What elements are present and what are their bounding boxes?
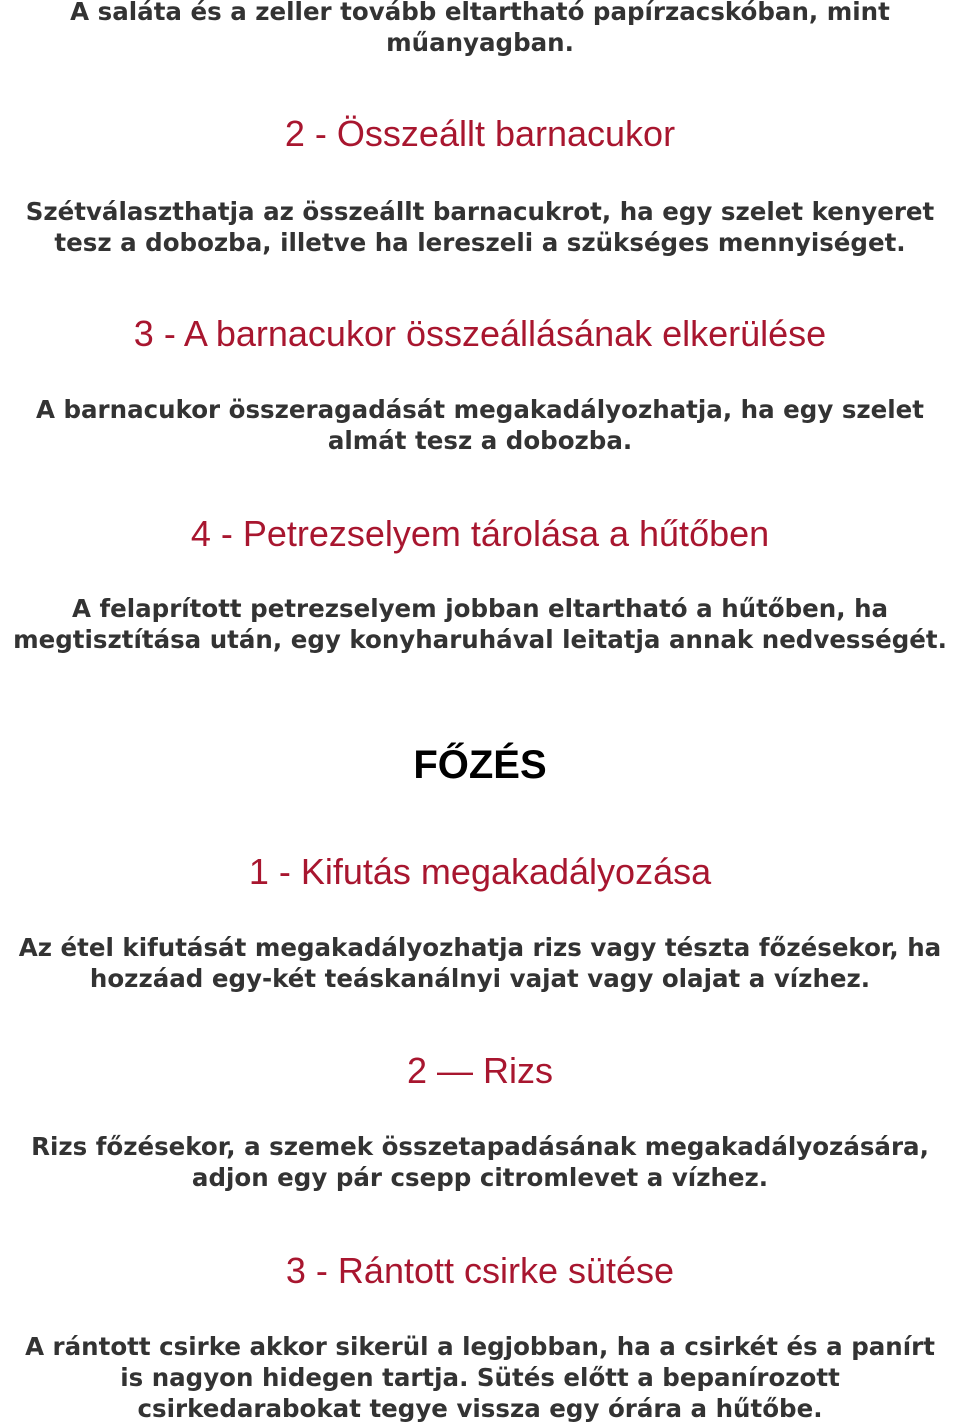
tip-paragraph [0,394,960,456]
paragraph-line: A rántott csirke akkor sikerül a legjobban, ha a csirkét és a panírt [25,1332,935,1361]
paragraph-line: hozzáad egy-két teáskanálnyi vajat vagy olajat a vízhez. [89,964,871,993]
tip-paragraph [0,196,960,258]
paragraph-line: csirkedarabokat tegye vissza egy órára a hűtőbe. [137,1394,823,1423]
paragraph-line: megtisztítása után, egy konyharuhával leitatja annak nedvességét. [13,625,947,654]
paragraph-line: Rizs főzésekor, a szemek összetapadásának megakadályozására, [31,1132,929,1161]
tip-heading: 1 - Kifutás megakadályozása [248,851,712,892]
paragraph-line: adjon egy pár csepp citromlevet a vízhez. [191,1163,769,1192]
paragraph-line: is nagyon hidegen tartja. Sütés előtt a bepanírozott [120,1363,840,1392]
paragraph-line: Az étel kifutását megakadályozhatja rizs vagy tészta főzésekor, ha [18,933,942,962]
tip-heading: 3 - Rántott csirke sütése [285,1250,675,1291]
tip-heading: 3 - A barnacukor összeállásának elkerülése [133,313,827,354]
tip-paragraph [0,932,960,994]
paragraph-line: műanyagban. [386,28,574,57]
paragraph-line: A saláta és a zeller tovább eltartható papírzacskóban, mint [70,0,890,26]
tip-paragraph [0,593,960,655]
tip-heading: 2 - Összeállt barnacukor [284,113,676,154]
intro-paragraph [0,0,960,58]
paragraph-line: A barnacukor összeragadását megakadályozhatja, ha egy szelet [35,395,925,424]
tip-heading: 2 — Rizs [406,1050,554,1091]
tip-heading: 4 - Petrezselyem tárolása a hűtőben [190,513,770,554]
paragraph-line: Szétválaszthatja az összeállt barnacukrot, ha egy szelet kenyeret [25,197,935,226]
paragraph-line: tesz a dobozba, illetve ha lereszeli a szükséges mennyiséget. [54,228,906,257]
paragraph-line: almát tesz a dobozba. [327,426,633,455]
tip-paragraph [0,1131,960,1193]
tip-paragraph [0,1331,960,1424]
section-title: FŐZÉS [413,743,547,787]
paragraph-line: A felaprított petrezselyem jobban eltartható a hűtőben, ha [71,594,889,623]
